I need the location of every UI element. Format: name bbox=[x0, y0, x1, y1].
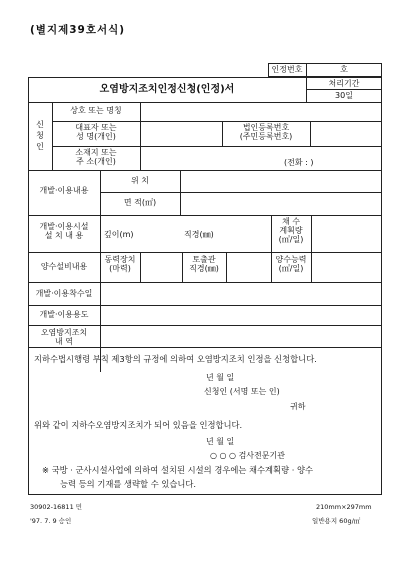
address-label: 소재지 또는 주 소(개인) bbox=[75, 148, 117, 167]
dev-content-label: 개발·이용내용 bbox=[39, 186, 89, 195]
footer-approval: '97. 7. 9 승인 bbox=[30, 517, 72, 525]
application-statement: 지하수법시행령 부칙 제3항의 규정에 의하여 오염방지조치 인정을 신청합니다. bbox=[34, 354, 317, 364]
form-title: 오염방지조치인정신청(인정)서 bbox=[99, 84, 235, 95]
pipe-diameter-field[interactable] bbox=[227, 253, 271, 281]
purpose-field[interactable] bbox=[101, 306, 381, 324]
pump-capacity-field[interactable] bbox=[312, 253, 381, 281]
measures-label: 오염방지조치 내 역 bbox=[40, 328, 88, 347]
phone-label: (전화 : ) bbox=[284, 158, 314, 167]
approval-date: 년 월 일 bbox=[206, 437, 235, 446]
diameter-field[interactable] bbox=[216, 216, 270, 252]
corp-number-field[interactable] bbox=[311, 122, 381, 145]
location-label: 위 치 bbox=[131, 176, 149, 185]
addressee-label: 귀하 bbox=[290, 402, 306, 411]
representative-label: 대표자 또는 성 명(개인) bbox=[75, 123, 117, 142]
power-field[interactable] bbox=[141, 253, 181, 281]
company-name-label: 상호 또는 명칭 bbox=[70, 106, 122, 115]
representative-field[interactable] bbox=[141, 122, 221, 145]
footer-code: 30902-16811 민 bbox=[30, 503, 83, 511]
intake-plan-label: 채 수 계획량 (㎥/일) bbox=[278, 217, 304, 245]
depth-field[interactable] bbox=[140, 216, 180, 252]
pump-capacity-label: 양수능력 (㎥/일) bbox=[275, 255, 307, 274]
applicant-signature: 신청인 (서명 또는 인) bbox=[204, 387, 280, 396]
cert-number-value: 호 bbox=[340, 65, 348, 74]
depth-label: 깊이(m) bbox=[104, 230, 134, 239]
start-date-field[interactable] bbox=[101, 283, 381, 304]
corp-number-label: 법인등록번호 (주민등록번호) bbox=[239, 123, 293, 142]
footer-paper: 일반용지 60g/㎡ bbox=[312, 517, 361, 525]
company-name-field[interactable] bbox=[141, 103, 381, 119]
start-date-label: 개발·이용착수일 bbox=[35, 289, 93, 298]
form-number-label: (별지제39호서식) bbox=[30, 24, 126, 36]
pumping-label: 양수설비내용 bbox=[40, 262, 88, 271]
purpose-label: 개발·이용용도 bbox=[39, 310, 89, 319]
intake-plan-field[interactable] bbox=[312, 216, 381, 251]
processing-period-label: 처리기간 bbox=[328, 79, 360, 88]
facility-label: 개발·이용시설 설 치 내 용 bbox=[39, 222, 89, 241]
power-label: 동력장치 (마력) bbox=[104, 255, 136, 274]
applicant-side-label: 신 청 인 bbox=[36, 120, 44, 152]
processing-period-value: 30일 bbox=[335, 91, 353, 100]
location-field[interactable] bbox=[181, 171, 381, 191]
diameter-label: 직경(㎜) bbox=[184, 230, 214, 239]
address-field[interactable] bbox=[141, 147, 291, 169]
measures-field[interactable] bbox=[101, 326, 381, 346]
note-line-2: 능력 등의 기재를 생략할 수 있습니다. bbox=[60, 479, 197, 489]
inspection-authority: ○ ○ ○ 검사전문기관 bbox=[210, 451, 285, 460]
area-label: 면 적(㎡) bbox=[123, 198, 157, 207]
area-field[interactable] bbox=[181, 193, 381, 214]
footer-size: 210mm×297mm bbox=[316, 503, 372, 511]
approval-statement: 위와 같이 지하수오염방지조치가 되어 있음을 인정합니다. bbox=[34, 420, 243, 430]
note-line-1: ※ 국방 · 군사시설사업에 의하여 설치된 시설의 경우에는 채수계획량 · 양수 bbox=[42, 465, 314, 475]
cert-number-label: 인정번호 bbox=[271, 65, 303, 74]
application-date: 년 월 일 bbox=[206, 373, 235, 382]
pipe-diameter-label: 토출관 직경(㎜) bbox=[189, 255, 219, 274]
